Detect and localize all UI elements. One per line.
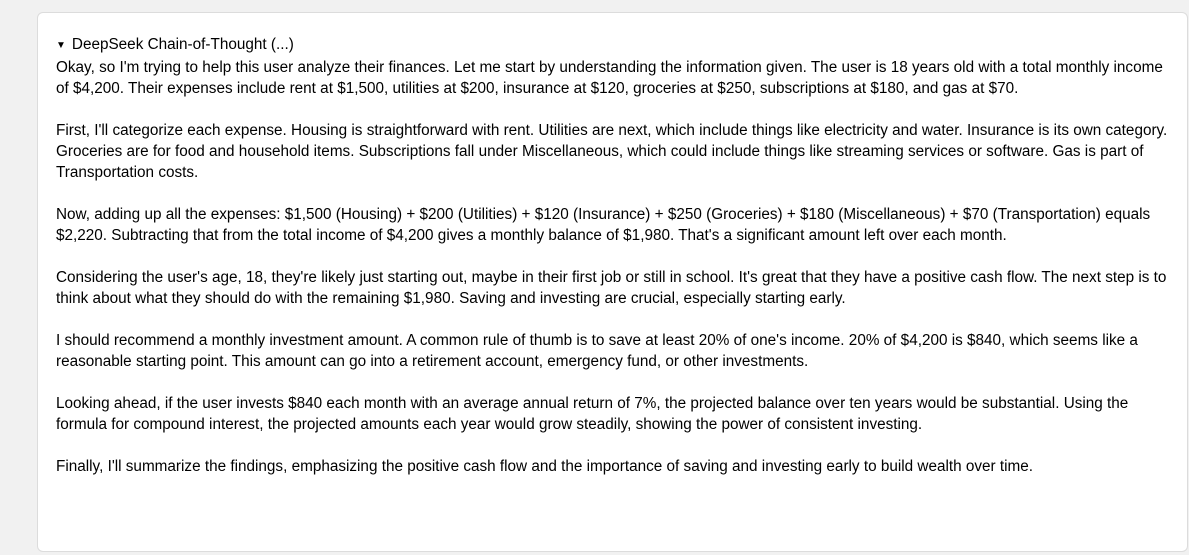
thought-paragraph: Considering the user's age, 18, they're likely just starting out, maybe in their first job or still in school. It's great that they have a positive cash flow. The next step is to think about what they should do with the remaining $1,980. Saving and investing are crucial, especially starting early. bbox=[56, 269, 1167, 307]
chain-of-thought-toggle[interactable] bbox=[56, 34, 1176, 57]
chain-of-thought-summary-label: DeepSeek Chain-of-Thought (...) bbox=[71, 36, 294, 53]
chain-of-thought-body bbox=[56, 57, 1176, 477]
disclosure-triangle-icon[interactable]: ▼ bbox=[56, 40, 66, 51]
thought-paragraph: Now, adding up all the expenses: $1,500 (Housing) + $200 (Utilities) + $120 (Insurance) + $250 (Groceries) + $180 (Miscellaneous) + $70 (Transportation) equals $2,220. Subtracting that from the total income of $4,200 gives a monthly balance of $1,980. That's a significant amount left over each month. bbox=[56, 206, 1151, 244]
chain-of-thought-details bbox=[56, 34, 1176, 477]
thought-paragraph: Looking ahead, if the user invests $840 each month with an average annual return of 7%, the projected balance over ten years would be substantial. Using the formula for compound interest, the projected amounts each year would grow steadily, showing the power of consistent investing. bbox=[56, 395, 1129, 433]
thought-paragraph: I should recommend a monthly investment amount. A common rule of thumb is to save at least 20% of one's income. 20% of $4,200 is $840, which seems like a reasonable starting point. This amount can go into a retirement account, emergency fund, or other investments. bbox=[56, 332, 1138, 370]
thought-paragraph: Finally, I'll summarize the findings, emphasizing the positive cash flow and the importance of saving and investing early to build wealth over time. bbox=[56, 458, 1034, 475]
chain-of-thought-card bbox=[37, 12, 1188, 552]
thought-paragraph: Okay, so I'm trying to help this user analyze their finances. Let me start by understanding the information given. The user is 18 years old with a total monthly income of $4,200. Their expenses include rent at $1,500, utilities at $200, insurance at $120, groceries at $250, subscriptions at $180, and gas at $70. bbox=[56, 59, 1163, 97]
thought-paragraph: First, I'll categorize each expense. Housing is straightforward with rent. Utilities are next, which include things like electricity and water. Insurance is its own category. Groceries are for food and household items. Subscriptions fall under Miscellaneous, which could include things like streaming services or software. Gas is part of Transportation costs. bbox=[56, 122, 1168, 181]
